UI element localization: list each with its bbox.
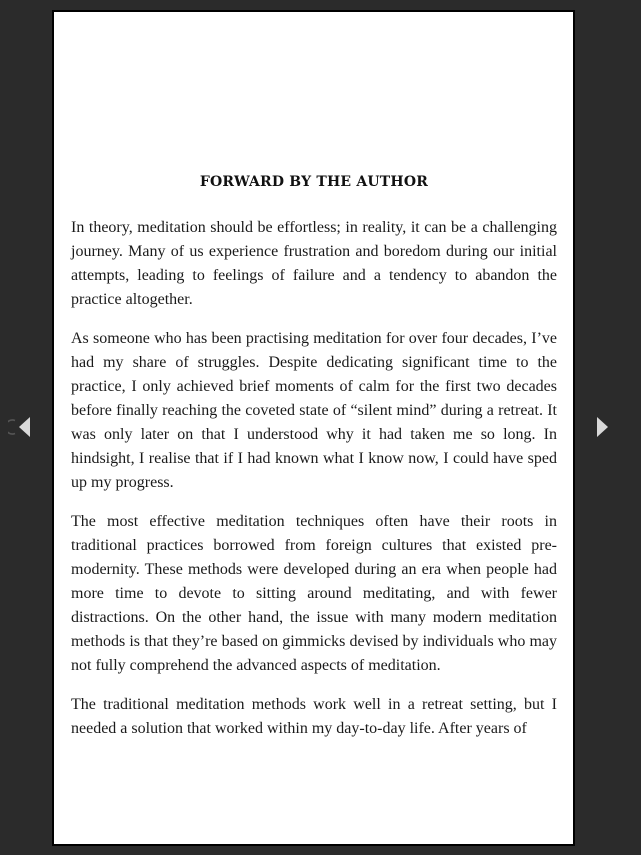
previous-page-button[interactable] xyxy=(8,414,34,440)
paragraph: In theory, meditation should be effortless; in reality, it can be a challenging journey. Many of us experience frustration and boredom during our initial attempts, leading to feelings of failure and a tendency to abandon the practice altogether. xyxy=(71,219,557,308)
next-page-button[interactable] xyxy=(590,414,616,440)
chapter-title: FORWARD BY THE AUTHOR xyxy=(199,174,429,190)
page-content xyxy=(71,170,557,756)
paragraph: The traditional meditation methods work well in a retreat setting, but I needed a solution that worked within my day-to-day life. After years of xyxy=(71,696,557,737)
next-page-icon xyxy=(590,414,616,440)
book-page xyxy=(52,10,575,846)
paragraph: As someone who has been practising meditation for over four decades, I’ve had my share of struggles. Despite dedicating significant time to the practice, I only achieved brief moments of calm for the first two decades before finally reaching the coveted state of “silent mind” during a retreat. It was only later on that I understood why it had taken me so long. In hindsight, I realise that if I had known what I know now, I could have sped up my progress. xyxy=(71,330,557,491)
previous-page-icon xyxy=(8,414,34,440)
paragraph: The most effective meditation techniques often have their roots in traditional practices borrowed from foreign cultures that existed pre-modernity. These methods were developed during an era when people had more time to devote to sitting around meditating, and with fewer distractions. On the other hand, the issue with many modern meditation methods is that they’re based on gimmicks devised by individuals who may not fully comprehend the advanced aspects of meditation. xyxy=(71,513,557,674)
